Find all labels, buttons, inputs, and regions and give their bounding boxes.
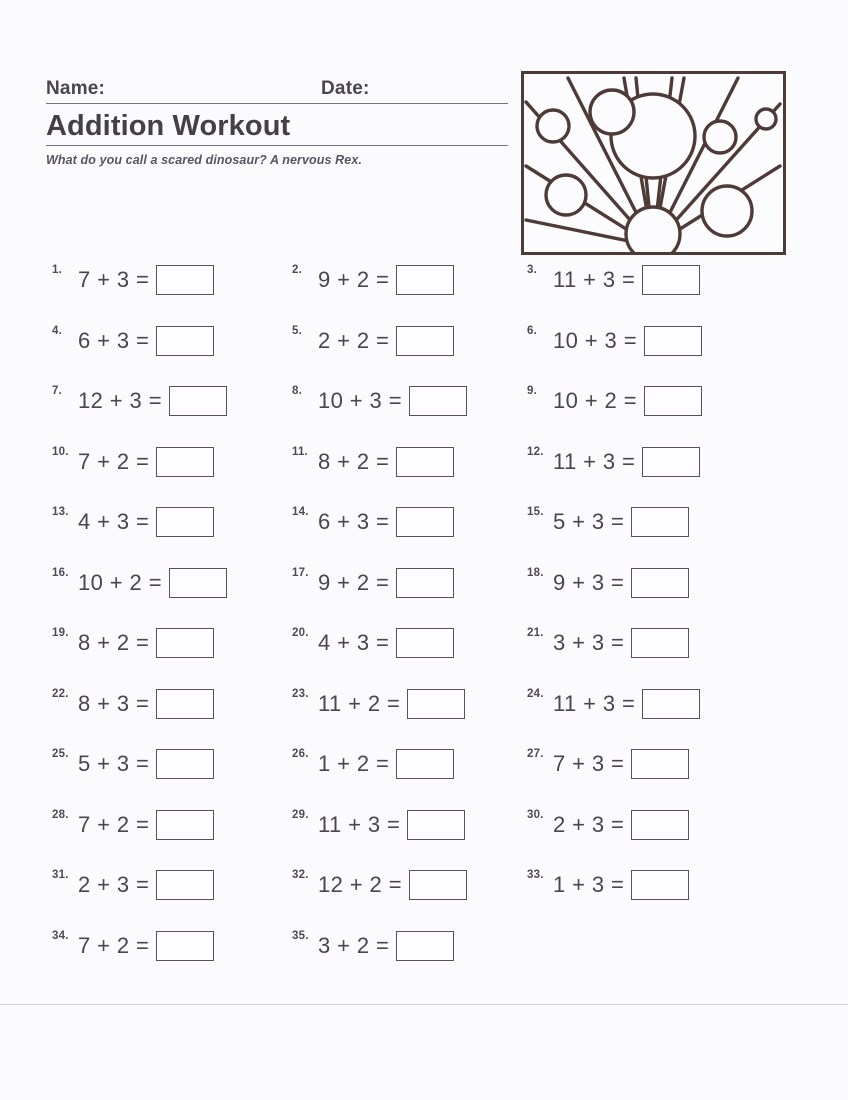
problem-number: 18. <box>527 566 544 579</box>
problem-7 <box>52 379 227 423</box>
problem-number: 23. <box>292 687 309 700</box>
problem-11 <box>292 440 454 484</box>
answer-box[interactable] <box>396 507 454 537</box>
problem-expression: 9 + 3 = <box>553 569 625 595</box>
answer-box[interactable] <box>156 749 214 779</box>
problem-number: 3. <box>527 264 537 276</box>
answer-box[interactable] <box>156 447 214 477</box>
sunburst-fan-svg <box>524 74 783 252</box>
problem-number: 31. <box>52 869 69 881</box>
name-date-row <box>46 72 508 100</box>
answer-box[interactable] <box>642 265 700 295</box>
answer-box[interactable] <box>631 568 689 598</box>
problem-row <box>0 803 848 864</box>
problem-expression: 7 + 2 = <box>78 932 150 958</box>
problem-23 <box>292 682 465 726</box>
answer-box[interactable] <box>156 628 214 658</box>
answer-box[interactable] <box>396 568 454 598</box>
date-label: Date: <box>321 78 370 99</box>
answer-box[interactable] <box>396 447 454 477</box>
problem-expression: 9 + 2 = <box>318 267 390 292</box>
problem-expression: 12 + 3 = <box>78 388 162 413</box>
problem-expression: 11 + 3 = <box>553 267 636 292</box>
problem-number: 29. <box>292 808 309 821</box>
problem-expression: 8 + 3 = <box>78 690 150 716</box>
problem-20 <box>292 621 454 665</box>
problem-25 <box>52 742 214 786</box>
answer-box[interactable] <box>156 507 214 537</box>
problem-number: 19. <box>52 627 69 639</box>
problem-number: 8. <box>292 385 302 397</box>
problem-number: 35. <box>292 929 309 942</box>
problem-number: 13. <box>52 506 69 518</box>
answer-box[interactable] <box>396 326 454 356</box>
answer-box[interactable] <box>156 870 214 900</box>
answer-box[interactable] <box>409 386 467 416</box>
problem-number: 9. <box>527 385 537 397</box>
problem-number: 22. <box>52 687 69 700</box>
problem-row <box>0 742 848 803</box>
answer-box[interactable] <box>396 265 454 295</box>
problem-number: 12. <box>527 445 544 458</box>
problem-33 <box>527 863 689 907</box>
problem-expression: 7 + 2 = <box>78 448 150 474</box>
problem-30 <box>527 803 689 847</box>
problem-row <box>0 379 848 440</box>
problem-row <box>0 258 848 319</box>
answer-box[interactable] <box>631 749 689 779</box>
answer-box[interactable] <box>631 628 689 658</box>
problem-31 <box>52 863 214 907</box>
answer-box[interactable] <box>631 810 689 840</box>
problem-row <box>0 561 848 622</box>
problem-4 <box>52 319 214 363</box>
problem-number: 1. <box>52 264 62 276</box>
answer-box[interactable] <box>631 870 689 900</box>
problem-28 <box>52 803 214 847</box>
problems-grid <box>0 258 848 984</box>
problem-10 <box>52 440 214 484</box>
problem-expression: 6 + 3 = <box>318 509 390 534</box>
problem-row <box>0 863 848 924</box>
problem-expression: 1 + 2 = <box>318 751 390 776</box>
problem-number: 16. <box>52 566 69 579</box>
problem-expression: 6 + 3 = <box>78 327 150 353</box>
problem-number: 7. <box>52 385 62 397</box>
worksheet-header <box>46 72 508 167</box>
problem-row <box>0 924 848 985</box>
problem-number: 17. <box>292 566 309 579</box>
problem-24 <box>527 682 700 726</box>
problem-expression: 10 + 2 = <box>553 388 637 413</box>
problem-expression: 8 + 2 = <box>318 448 390 474</box>
problem-14 <box>292 500 454 544</box>
problem-18 <box>527 561 689 605</box>
problem-expression: 10 + 3 = <box>318 388 402 413</box>
problem-number: 10. <box>52 445 69 458</box>
answer-box[interactable] <box>409 870 467 900</box>
problem-number: 20. <box>292 627 309 639</box>
problem-6 <box>527 319 702 363</box>
worksheet-joke-subtitle: What do you call a scared dinosaur? A nervous Rex. <box>46 153 362 168</box>
answer-box[interactable] <box>644 386 702 416</box>
problem-29 <box>292 803 465 847</box>
problem-19 <box>52 621 214 665</box>
name-label: Name: <box>46 78 106 99</box>
answer-box[interactable] <box>642 689 700 719</box>
problem-number: 11. <box>292 445 308 458</box>
problem-2 <box>292 258 454 302</box>
problem-3 <box>527 258 700 302</box>
header-rule-bottom <box>46 145 508 146</box>
answer-box[interactable] <box>156 689 214 719</box>
problem-number: 24. <box>527 687 544 700</box>
problem-number: 30. <box>527 808 544 821</box>
problem-expression: 3 + 2 = <box>318 932 390 958</box>
problem-expression: 10 + 3 = <box>553 327 637 353</box>
problem-number: 4. <box>52 324 62 337</box>
problem-expression: 5 + 3 = <box>553 509 625 534</box>
problem-expression: 8 + 2 = <box>78 630 150 655</box>
problem-expression: 7 + 3 = <box>553 751 625 776</box>
problem-35 <box>292 924 454 968</box>
problem-row <box>0 440 848 501</box>
problem-number: 26. <box>292 748 309 760</box>
problem-26 <box>292 742 454 786</box>
problem-number: 32. <box>292 869 309 881</box>
problem-number: 25. <box>52 748 69 760</box>
problem-number: 5. <box>292 324 302 337</box>
problem-number: 15. <box>527 506 544 518</box>
problem-expression: 4 + 3 = <box>318 630 390 655</box>
problem-expression: 5 + 3 = <box>78 751 150 776</box>
answer-box[interactable] <box>407 689 465 719</box>
page-scan-edge-line <box>0 1004 848 1005</box>
problem-17 <box>292 561 454 605</box>
answer-box[interactable] <box>156 265 214 295</box>
problem-number: 34. <box>52 929 69 942</box>
problem-row <box>0 500 848 561</box>
problem-32 <box>292 863 467 907</box>
answer-box[interactable] <box>407 810 465 840</box>
problem-expression: 2 + 3 = <box>78 872 150 897</box>
problem-expression: 3 + 3 = <box>553 630 625 655</box>
answer-box[interactable] <box>169 386 227 416</box>
problem-16 <box>52 561 227 605</box>
answer-box[interactable] <box>396 628 454 658</box>
answer-box[interactable] <box>396 931 454 961</box>
problem-15 <box>527 500 689 544</box>
problem-expression: 11 + 3 = <box>318 811 401 837</box>
problem-expression: 1 + 3 = <box>553 872 625 897</box>
problem-number: 27. <box>527 748 544 760</box>
problem-number: 2. <box>292 264 302 276</box>
problem-expression: 11 + 3 = <box>553 448 636 474</box>
problem-expression: 9 + 2 = <box>318 569 390 595</box>
problem-27 <box>527 742 689 786</box>
page-title: Addition Workout <box>46 110 291 142</box>
problem-expression: 7 + 2 = <box>78 811 150 837</box>
problem-row <box>0 621 848 682</box>
header-rule-top <box>46 103 508 104</box>
problem-row <box>0 319 848 380</box>
problem-21 <box>527 621 689 665</box>
answer-box[interactable] <box>156 326 214 356</box>
problem-expression: 12 + 2 = <box>318 872 402 897</box>
problem-5 <box>292 319 454 363</box>
problem-1 <box>52 258 214 302</box>
answer-box[interactable] <box>644 326 702 356</box>
answer-box[interactable] <box>631 507 689 537</box>
problem-13 <box>52 500 214 544</box>
answer-box[interactable] <box>642 447 700 477</box>
problem-number: 21. <box>527 627 544 639</box>
answer-box[interactable] <box>156 810 214 840</box>
problem-number: 6. <box>527 324 537 337</box>
problem-expression: 2 + 3 = <box>553 811 625 837</box>
problem-expression: 10 + 2 = <box>78 569 162 595</box>
problem-8 <box>292 379 467 423</box>
answer-box[interactable] <box>156 931 214 961</box>
problem-expression: 7 + 3 = <box>78 267 150 292</box>
answer-box[interactable] <box>169 568 227 598</box>
problem-expression: 4 + 3 = <box>78 509 150 534</box>
problem-number: 28. <box>52 808 69 821</box>
problem-12 <box>527 440 700 484</box>
problem-row <box>0 682 848 743</box>
problem-22 <box>52 682 214 726</box>
problem-34 <box>52 924 214 968</box>
problem-expression: 11 + 3 = <box>553 690 636 716</box>
problem-expression: 11 + 2 = <box>318 690 401 716</box>
problem-9 <box>527 379 702 423</box>
answer-box[interactable] <box>396 749 454 779</box>
sunburst-fan-icon <box>521 71 786 255</box>
problem-expression: 2 + 2 = <box>318 327 390 353</box>
problem-number: 33. <box>527 869 544 881</box>
problem-number: 14. <box>292 506 309 518</box>
